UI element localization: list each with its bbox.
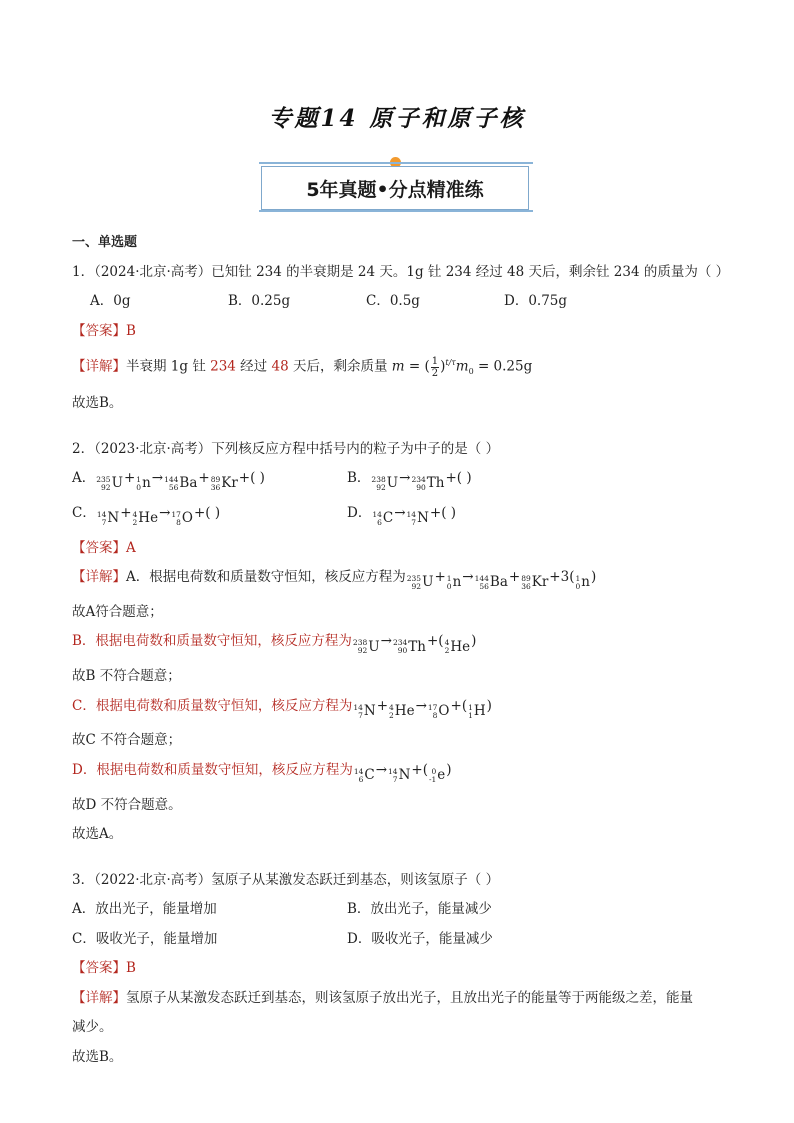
mass-number: 144 [164,475,179,485]
q3-stem: 3．（2022·北京·高考）氢原子从某激发态跃迁到基态，则该氢原子（ ） [72,871,500,888]
nuclide-kr [211,469,238,499]
q2-option-a-label: A． [72,470,96,487]
q3-answer [72,954,732,984]
mass-number: 234 [411,475,426,485]
arrow: → [151,470,164,487]
badge-divider-bottom [259,210,533,212]
nuclide-scripts [445,639,450,655]
element-symbol: Kr [221,475,238,492]
badge [259,157,533,215]
q1-option-d: D．0.75g [504,293,568,309]
nuclide-scripts [136,476,141,492]
q3-detail-text-1: 氢原子从某激发态跃迁到基态，则该氢原子放出光子，且放出光子的能量等于两能级之差，能量 [126,989,693,1006]
arrow: → [375,761,388,778]
nuclide-scripts [389,704,394,720]
mass-number: 238 [371,475,386,485]
element-symbol: U [111,475,123,492]
element-symbol: N [417,510,429,527]
section-heading: 一、单选题 [72,235,138,250]
arrow: → [399,470,411,487]
nuclide-scripts [97,511,107,527]
atomic-number: 92 [101,483,111,493]
q1-formula-m: m [391,358,405,375]
atomic-number: 7 [358,710,363,720]
blank-bracket: +( ) [429,504,457,521]
element-symbol: N [107,510,120,527]
nuclide-scripts [521,575,531,591]
q1-formula-fraction [431,356,439,379]
element-symbol: n [452,574,462,591]
mass-number: 235 [406,574,422,584]
nuclide-ba [475,568,508,598]
plus-sign: + [120,504,132,521]
q2-option-a [72,464,347,499]
mass-number: 17 [427,702,438,712]
nuclide-u238 [371,469,398,499]
nuclide-ba [164,469,197,499]
q1-detail-red-1: 234 [210,358,236,375]
mass-number: 89 [521,574,531,584]
q1-detail-text-a: 半衰期 1g 钍 [126,358,211,375]
q2-option-d [347,499,622,534]
plus-sign: + [198,470,210,487]
q2-detail-a [72,563,732,598]
q1-answer [72,317,732,347]
nuclide-scripts [372,511,382,527]
q3-option-a: A．放出光子，能量增加 [72,901,217,918]
nuclide-scripts [171,511,181,527]
element-symbol: H [473,702,486,719]
atomic-number: 2 [389,710,394,720]
q1-option-b: B．0.25g [228,293,291,309]
atomic-number: 36 [521,582,531,592]
close-paren: ) [590,569,597,586]
mass-number: 14 [353,702,363,712]
nuclide-u238 [353,633,380,663]
q2-detail-c: C．根据电荷数和质量数守恒知，核反应方程为 14 7 N + 4 2 He → 17 8 O +( 1 1 H ) [72,692,732,727]
mass-number: 235 [96,475,111,485]
atomic-number: 0 [446,582,452,592]
q1-formula-eq: = ( [404,358,430,375]
plus-sign: + [411,761,423,778]
atomic-number: 0 [136,483,142,493]
mass-number: 1 [136,475,142,485]
element-symbol: He [138,510,159,527]
plus-sign: + [426,633,439,650]
element-symbol: Ba [489,574,508,591]
element-symbol: Ba [179,475,198,492]
blank-bracket: +( ) [194,504,221,521]
nuclide-scripts [211,476,221,492]
plus-sign: + [376,697,389,714]
q2-detail-c-text: C．根据电荷数和质量数守恒知，核反应方程为 [72,697,353,714]
nuclide-n14 [97,504,119,534]
answer-tag: 【答案】 [72,539,126,556]
q2-detail-a-coefficient: +3( [549,569,575,586]
q1-answer-value: B [126,322,136,339]
q2-option-d-label: D． [347,504,372,521]
blank-bracket: +( ) [445,470,472,487]
nuclide-o17 [428,697,450,727]
q1-formula-denominator: 2 [431,367,439,379]
nuclide-n14 [407,504,429,534]
element-symbol: Th [426,475,445,492]
element-symbol: U [422,574,434,591]
element-symbol: O [181,510,193,527]
detail-tag: 【详解】 [72,358,126,375]
nuclide-scripts [388,768,398,784]
q1-formula-numerator: 1 [431,355,439,367]
q3-option-c: C．吸收光子，能量增加 [72,930,218,947]
nuclide-neutron [136,469,150,499]
q1-formula-result: = 0.25g [473,358,533,375]
nuclide-scripts [133,511,138,527]
nuclide-he [445,633,471,663]
nuclide-neutron [575,568,589,598]
nuclide-n14 [388,761,410,791]
element-symbol: U [386,475,399,492]
nuclide-th [411,469,444,499]
nuclide-scripts [371,476,385,492]
element-symbol: n [142,475,151,492]
atomic-number: 8 [432,710,438,720]
mass-number: 1 [575,574,581,584]
q2-options-row-1 [72,464,732,499]
nuclide-he [389,697,415,727]
q2-detail-a-conclusion: 故A符合题意； [72,603,163,620]
atomic-number: 1 [468,710,473,720]
element-symbol: He [394,702,415,719]
q1-option-c: C．0.5g [366,293,420,309]
q2-detail-b-text: B．根据电荷数和质量数守恒知，核反应方程为 [72,633,352,650]
atomic-number: 56 [168,483,179,493]
mass-number: 89 [210,475,221,485]
plus-sign: + [450,697,462,714]
q2-detail-c-conclusion: 故C 不符合题意； [72,732,182,749]
answer-tag: 【答案】 [72,960,126,977]
mass-number: 14 [406,509,417,519]
nuclide-scripts [353,704,363,720]
nuclide-scripts [411,476,425,492]
nuclide-scripts [96,476,110,492]
atomic-number: 92 [411,582,422,592]
nuclide-scripts [429,768,436,784]
q3-options-row-2 [72,925,732,955]
atomic-number: 90 [397,646,408,656]
element-symbol: N [363,702,376,719]
mass-number: 0 [431,766,437,776]
answer-tag: 【答案】 [72,322,126,339]
q2-option-b-label: B． [347,470,371,487]
badge-divider-top [259,162,533,164]
arrow: → [462,569,474,586]
element-symbol: O [438,702,450,719]
q2-option-b [347,464,622,499]
element-symbol: C [364,767,375,784]
q3-detail-line-2: 减少。 [72,1019,113,1036]
element-symbol: C [382,510,394,527]
mass-number: 1 [468,702,473,712]
q2-detail-a-text: A．根据电荷数和质量数守恒知，核反应方程为 [126,569,406,586]
mass-number: 238 [352,638,368,648]
detail-tag: 【详解】 [72,989,126,1006]
nuclide-h [468,697,486,727]
element-symbol: U [368,638,380,655]
arrow: → [394,504,406,521]
atomic-number: 6 [358,774,364,784]
mass-number: 14 [353,766,364,776]
atomic-number: 90 [416,483,426,493]
element-symbol: Th [408,638,426,655]
q3-answer-value: B [126,960,136,977]
nuclide-scripts [468,704,473,720]
nuclide-neutron [447,568,461,598]
q1-options [72,287,732,317]
mass-number: 144 [474,574,489,584]
nuclide-u235 [407,568,434,598]
atomic-number: 2 [444,646,450,656]
atomic-number: -1 [428,774,437,784]
q2-answer-value: A [126,539,136,556]
mass-number: 4 [132,509,138,519]
mass-number: 14 [372,509,382,519]
q1-formula-sub: 0 [468,367,474,377]
mass-number: 14 [388,766,398,776]
nuclide-scripts [475,575,489,591]
nuclide-scripts [353,639,367,655]
nuclide-th [393,633,426,663]
close-paren: ) [446,761,452,778]
atomic-number: 6 [377,517,382,527]
arrow: → [159,504,171,521]
nuclide-c14 [372,504,393,534]
q2-option-c-label: C． [72,504,96,521]
nuclide-o17 [171,504,193,534]
atomic-number: 0 [575,582,581,592]
plus-sign: + [434,569,446,586]
atomic-number: 7 [101,517,107,527]
mass-number: 4 [389,702,394,712]
atomic-number: 36 [210,483,221,493]
nuclide-he [133,504,159,534]
element-symbol: He [450,638,471,655]
q1-formula-exponent: t/τ [445,358,456,367]
plus-sign: + [508,569,521,586]
atomic-number: 8 [176,517,181,527]
q3-detail-line-1 [72,984,732,1014]
badge-label: 5年真题•分点精准练 [261,166,529,210]
q1-detail [72,346,732,389]
atomic-number: 56 [479,582,489,592]
element-symbol: N [398,767,411,784]
q2-detail-b: B．根据电荷数和质量数守恒知，核反应方程为 238 92 U → 234 90 Th +( 4 2 He ) [72,627,732,662]
element-symbol: n [581,574,590,591]
q2-detail-b-conclusion: 故B 不符合题意； [72,668,181,685]
q3-option-d: D．吸收光子，能量减少 [347,930,493,947]
mass-number: 234 [392,638,408,648]
nuclide-n14 [353,697,375,727]
nuclide-c14 [354,761,375,791]
nuclide-u235 [96,469,123,499]
blank-bracket: +( ) [238,470,265,487]
questions-content [72,228,732,1072]
q1-stem: 1．（2024·北京·高考）已知钍 234 的半衰期是 24 天。1g 钍 234 经过 48 天后，剩余钍 234 的质量为（ ） [72,263,730,280]
q1-detail-text-b: 经过 [235,358,272,375]
q2-conclusion: 故选A。 [72,826,123,843]
detail-tag: 【详解】 [72,569,126,586]
element-symbol: Kr [531,574,549,591]
arrow: → [380,633,392,650]
mass-number: 1 [446,574,452,584]
q1-formula-paren: ) [440,358,446,375]
nuclide-scripts [575,575,580,591]
mass-number: 4 [444,638,450,648]
q1-conclusion: 故选B。 [72,395,123,412]
q1-detail-text-c: 天后，剩余质量 [288,358,392,375]
page-title: 专题14 原子和原子核 [268,105,526,132]
q2-stem: 2．（2023·北京·高考）下列核反应方程中括号内的粒子为中子的是（ ） [72,440,500,457]
close-paren: ) [471,633,477,650]
nuclide-scripts [428,704,438,720]
close-paren: ) [486,697,492,714]
nuclide-scripts [407,511,417,527]
nuclide-scripts [393,639,407,655]
q2-detail-d: D．根据电荷数和质量数守恒知，核反应方程为 14 6 C → 14 7 N +( 0 -1 e ) [72,756,732,791]
q2-answer [72,534,732,564]
nuclide-scripts [447,575,452,591]
q3-conclusion: 故选B。 [72,1048,123,1065]
q2-detail-d-text: D．根据电荷数和质量数守恒知，核反应方程为 [72,761,353,778]
atomic-number: 7 [392,774,398,784]
atomic-number: 2 [132,517,138,527]
atomic-number: 92 [376,483,386,493]
q1-detail-red-2: 48 [271,358,289,375]
q2-options-row-2 [72,499,732,534]
nuclide-scripts [354,768,364,784]
nuclide-scripts [407,575,421,591]
mass-number: 17 [171,509,181,519]
q3-option-b: B．放出光子，能量减少 [347,901,492,918]
arrow: → [415,697,427,714]
q3-options-row-1 [72,895,732,925]
q1-formula-m0: m [455,358,469,375]
q2-option-c [72,499,347,534]
plus-sign: + [123,470,136,487]
q1-option-a: A．0g [90,293,131,309]
nuclide-electron [429,761,445,791]
element-symbol: e [437,767,446,784]
nuclide-kr [521,568,548,598]
q2-detail-d-conclusion: 故D 不符合题意。 [72,796,182,813]
atomic-number: 7 [411,517,417,527]
mass-number: 14 [96,509,107,519]
atomic-number: 92 [357,646,368,656]
nuclide-scripts [164,476,178,492]
